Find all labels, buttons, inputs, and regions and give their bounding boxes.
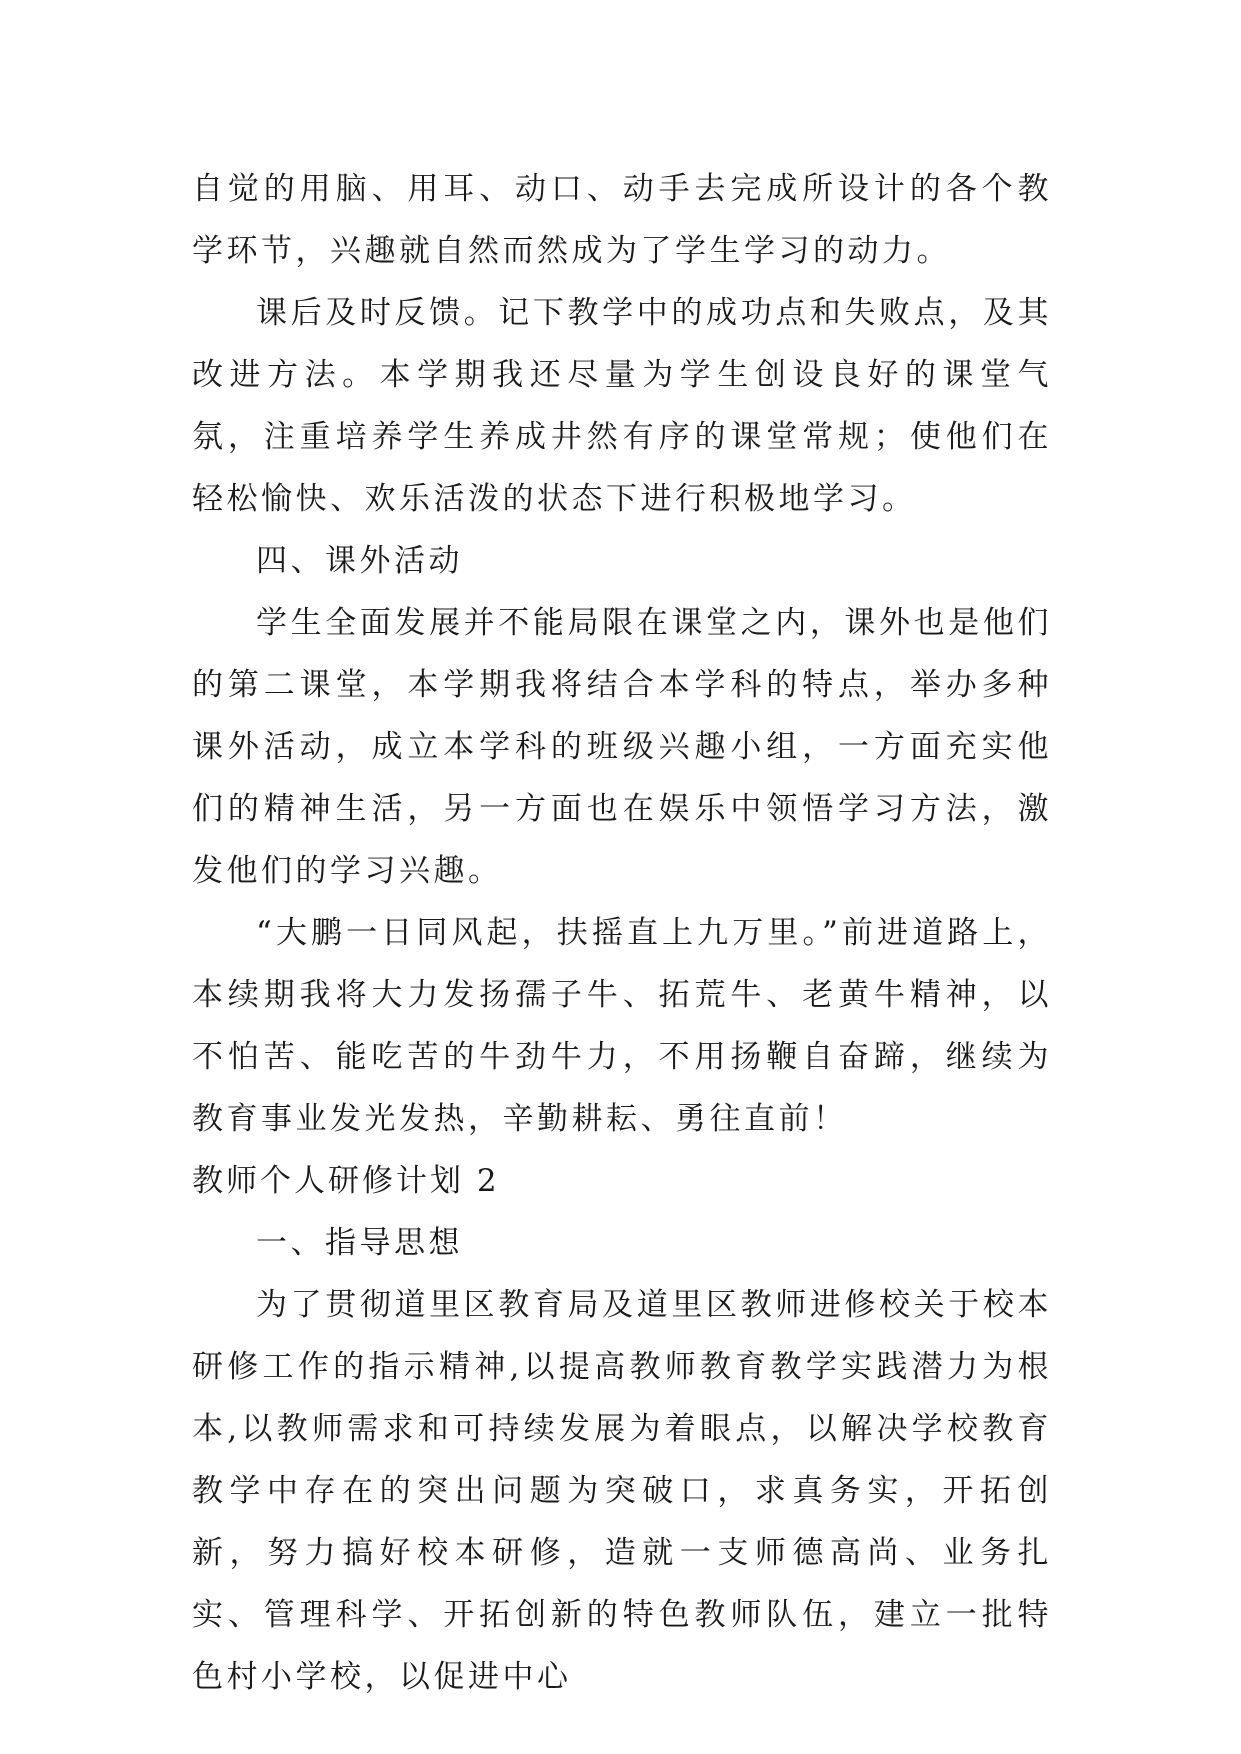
paragraph-guiding-thought: 为了贯彻道里区教育局及道里区教师进修校关于校本研修工作的指示精神,以提高教师教育教学实践潜力为根本,以教师需求和可持续发展为着眼点，以解决学校教育教学中存在的突出问题为突破口，求真务实，开拓创新，努力搞好校本研修，造就一支师德高尚、业务扎实、管理科学、开拓创新的特色教师队伍，建立一批特色村小学校，以促进中心 (192, 1287, 1052, 1695)
paragraph-extracurricular: 学生全面发展并不能局限在课堂之内，课外也是他们的第二课堂，本学期我将结合本学科的特点，举办多种课外活动，成立本学科的班级兴趣小组，一方面充实他们的精神生活，另一方面也在娱乐中领悟学习方法，激发他们的学习兴趣。 (192, 605, 1052, 889)
paragraph-feedback: 课后及时反馈。记下教学中的成功点和失败点，及其改进方法。本学期我还尽量为学生创设良好的课堂气氛，注重培养学生养成井然有序的课堂常规；使他们在轻松愉快、欢乐活泼的状态下进行积极地学习。 (192, 295, 1052, 517)
section-heading-guiding-thought: 一、指导思想 (256, 1225, 463, 1261)
document-body (192, 158, 1052, 1708)
paragraph-learning-interest: 自觉的用脑、用耳、动口、动手去完成所设计的各个教学环节，兴趣就自然而然成为了学生学习的动力。 (192, 171, 1052, 269)
paragraph-closing: “大鹏一日同风起，扶摇直上九万里。”前进道路上，本续期我将大力发扬孺子牛、拓荒牛、老黄牛精神，以不怕苦、能吃苦的牛劲牛力，不用扬鞭自奋蹄，继续为教育事业发光发热，辛勤耕耘、勇往直前！ (192, 915, 1052, 1137)
document-title: 教师个人研修计划 2 (192, 1163, 500, 1199)
section-heading-extracurricular: 四、课外活动 (256, 543, 463, 579)
